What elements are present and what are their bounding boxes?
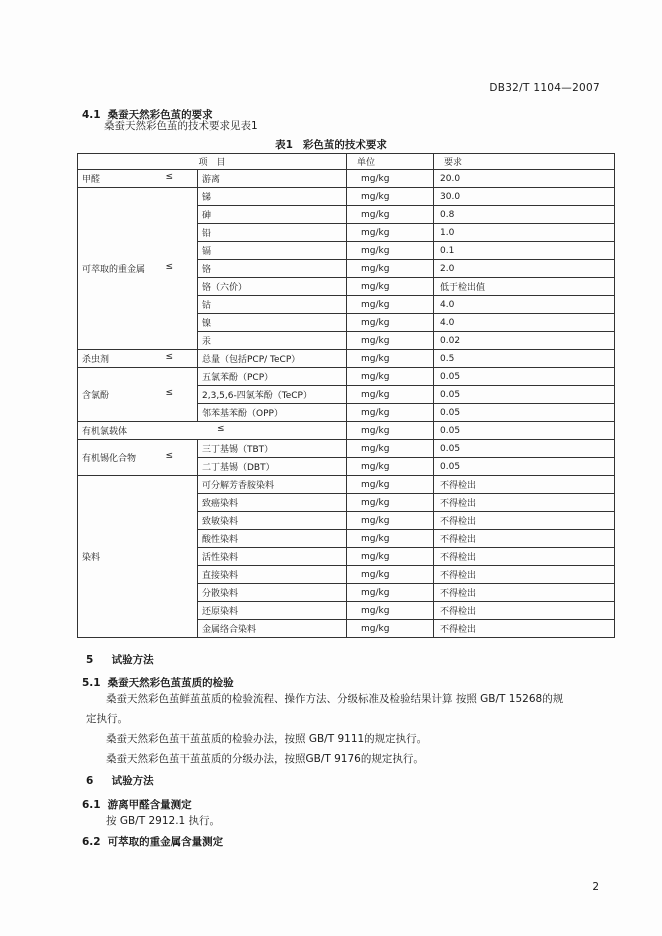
item-cell: 可分解芳香胺染料 [198, 476, 347, 494]
unit-cell: mg/kg [347, 566, 434, 584]
table-row [78, 422, 615, 440]
item-cell: 金属络合染料 [198, 620, 347, 638]
table-row [78, 440, 615, 458]
category-label: 甲醛 [82, 175, 101, 185]
category-label: 有机锡化合物 [82, 454, 137, 464]
item-cell: 钴 [198, 296, 347, 314]
requirement-cell: 0.05 [434, 368, 615, 386]
requirement-cell: 4.0 [434, 314, 615, 332]
unit-cell: mg/kg [347, 260, 434, 278]
section-6-heading [86, 773, 154, 788]
item-cell: 二丁基锡（DBT） [198, 458, 347, 476]
item-cell: 铬（六价） [198, 278, 347, 296]
requirement-cell: 不得检出 [434, 548, 615, 566]
unit-cell: mg/kg [347, 476, 434, 494]
category-cell [78, 368, 198, 422]
section-4-1-intro: 桑蚕天然彩色茧的技术要求见表1 [104, 120, 258, 132]
requirement-cell: 低于检出值 [434, 278, 615, 296]
item-cell: 直接染料 [198, 566, 347, 584]
item-cell: 酸性染料 [198, 530, 347, 548]
unit-cell: mg/kg [347, 188, 434, 206]
unit-cell: mg/kg [347, 422, 434, 440]
section-number: 5.1 [82, 677, 101, 689]
table-header-row [78, 154, 615, 170]
category-cell [78, 188, 198, 350]
requirement-cell: 0.8 [434, 206, 615, 224]
section-title: 试验方法 [111, 654, 154, 666]
unit-cell: mg/kg [347, 530, 434, 548]
requirement-cell: 0.5 [434, 350, 615, 368]
unit-cell: mg/kg [347, 494, 434, 512]
category-cell [78, 422, 347, 440]
category-cell [78, 350, 198, 368]
unit-cell: mg/kg [347, 242, 434, 260]
requirement-cell: 0.05 [434, 440, 615, 458]
section-number: 6 [86, 775, 94, 787]
requirement-cell: 0.05 [434, 404, 615, 422]
section-6-1-heading [82, 797, 192, 812]
item-cell: 邻苯基苯酚（OPP） [198, 404, 347, 422]
item-cell: 镍 [198, 314, 347, 332]
item-cell: 致癌染料 [198, 494, 347, 512]
section-title: 游离甲醛含量测定 [107, 799, 192, 811]
section-title: 可萃取的重金属含量测定 [107, 836, 224, 848]
section-5-1-paragraph-1-cont: 定执行。 [86, 713, 128, 725]
table-row [78, 368, 615, 386]
requirement-cell: 1.0 [434, 224, 615, 242]
table-caption [0, 137, 662, 152]
item-cell: 锑 [198, 188, 347, 206]
category-cell [78, 170, 198, 188]
section-number: 6.2 [82, 836, 101, 848]
item-cell: 砷 [198, 206, 347, 224]
section-6-2-heading [82, 834, 223, 849]
category-label: 可萃取的重金属 [82, 265, 146, 275]
requirement-cell: 0.1 [434, 242, 615, 260]
item-cell: 铅 [198, 224, 347, 242]
section-number: 6.1 [82, 799, 101, 811]
item-cell: 五氯苯酚（PCP） [198, 368, 347, 386]
table-row [78, 188, 615, 206]
section-number: 5 [86, 654, 94, 666]
item-cell: 汞 [198, 332, 347, 350]
less-equal-symbol: ≤ [165, 262, 173, 272]
unit-cell: mg/kg [347, 278, 434, 296]
requirement-cell: 2.0 [434, 260, 615, 278]
section-6-1-body: 按 GB/T 2912.1 执行。 [106, 815, 221, 827]
requirement-cell: 不得检出 [434, 530, 615, 548]
header-item: 项 目 [78, 154, 347, 170]
header-requirement: 要求 [434, 154, 615, 170]
category-label: 染料 [82, 553, 101, 563]
requirements-table [77, 153, 615, 638]
unit-cell: mg/kg [347, 602, 434, 620]
category-label: 含氯酚 [82, 391, 110, 401]
item-cell: 总量（包括PCP/ TeCP） [198, 350, 347, 368]
unit-cell: mg/kg [347, 620, 434, 638]
unit-cell: mg/kg [347, 458, 434, 476]
unit-cell: mg/kg [347, 386, 434, 404]
unit-cell: mg/kg [347, 296, 434, 314]
section-title: 试验方法 [111, 775, 154, 787]
unit-cell: mg/kg [347, 350, 434, 368]
unit-cell: mg/kg [347, 548, 434, 566]
item-cell: 活性染料 [198, 548, 347, 566]
item-cell: 铬 [198, 260, 347, 278]
less-equal-symbol: ≤ [165, 352, 173, 362]
section-title: 桑蚕天然彩色茧茧质的检验 [107, 677, 234, 689]
requirement-cell: 0.02 [434, 332, 615, 350]
table-row [78, 350, 615, 368]
unit-cell: mg/kg [347, 512, 434, 530]
requirement-cell: 0.05 [434, 458, 615, 476]
requirement-cell: 0.05 [434, 386, 615, 404]
less-equal-symbol: ≤ [165, 172, 173, 182]
page-number: 2 [592, 881, 599, 893]
section-5-1-heading [82, 675, 234, 690]
unit-cell: mg/kg [347, 206, 434, 224]
requirement-cell: 20.0 [434, 170, 615, 188]
unit-cell: mg/kg [347, 368, 434, 386]
requirement-cell: 不得检出 [434, 620, 615, 638]
section-5-1-paragraph-3: 桑蚕天然彩色茧干茧茧质的分级办法，按照GB/T 9176的规定执行。 [106, 753, 424, 765]
section-number: 4.1 [82, 109, 101, 121]
unit-cell: mg/kg [347, 170, 434, 188]
table-caption-title: 彩色茧的技术要求 [302, 139, 387, 151]
less-equal-symbol: ≤ [217, 424, 225, 434]
unit-cell: mg/kg [347, 404, 434, 422]
item-cell: 2,3,5,6-四氯苯酚（TeCP） [198, 386, 347, 404]
category-label: 杀虫剂 [82, 355, 110, 365]
category-label: 有机氯载体 [82, 427, 128, 437]
item-cell: 游离 [198, 170, 347, 188]
unit-cell: mg/kg [347, 224, 434, 242]
category-cell [78, 440, 198, 476]
requirement-cell: 30.0 [434, 188, 615, 206]
unit-cell: mg/kg [347, 584, 434, 602]
table-row [78, 170, 615, 188]
requirement-cell: 4.0 [434, 296, 615, 314]
section-5-heading [86, 652, 154, 667]
unit-cell: mg/kg [347, 314, 434, 332]
requirement-cell: 0.05 [434, 422, 615, 440]
item-cell: 三丁基锡（TBT） [198, 440, 347, 458]
requirement-cell: 不得检出 [434, 512, 615, 530]
requirement-cell: 不得检出 [434, 602, 615, 620]
less-equal-symbol: ≤ [165, 388, 173, 398]
section-title: 桑蚕天然彩色茧的要求 [107, 109, 213, 121]
requirement-cell: 不得检出 [434, 476, 615, 494]
section-5-1-paragraph-2: 桑蚕天然彩色茧干茧茧质的检验办法，按照 GB/T 9111的规定执行。 [106, 733, 428, 745]
item-cell: 还原染料 [198, 602, 347, 620]
table-row [78, 476, 615, 494]
item-cell: 分散染料 [198, 584, 347, 602]
header-unit: 单位 [347, 154, 434, 170]
table-caption-number: 表1 [275, 139, 293, 151]
requirement-cell: 不得检出 [434, 494, 615, 512]
less-equal-symbol: ≤ [165, 451, 173, 461]
category-cell [78, 476, 198, 638]
requirement-cell: 不得检出 [434, 566, 615, 584]
requirement-cell: 不得检出 [434, 584, 615, 602]
document-code: DB32/T 1104—2007 [489, 82, 600, 94]
item-cell: 致敏染料 [198, 512, 347, 530]
unit-cell: mg/kg [347, 440, 434, 458]
unit-cell: mg/kg [347, 332, 434, 350]
item-cell: 镉 [198, 242, 347, 260]
section-5-1-paragraph-1: 桑蚕天然彩色茧鲜茧茧质的检验流程、操作方法、分级标准及检验结果计算 按照 GB/T 15268的规 [106, 693, 564, 705]
